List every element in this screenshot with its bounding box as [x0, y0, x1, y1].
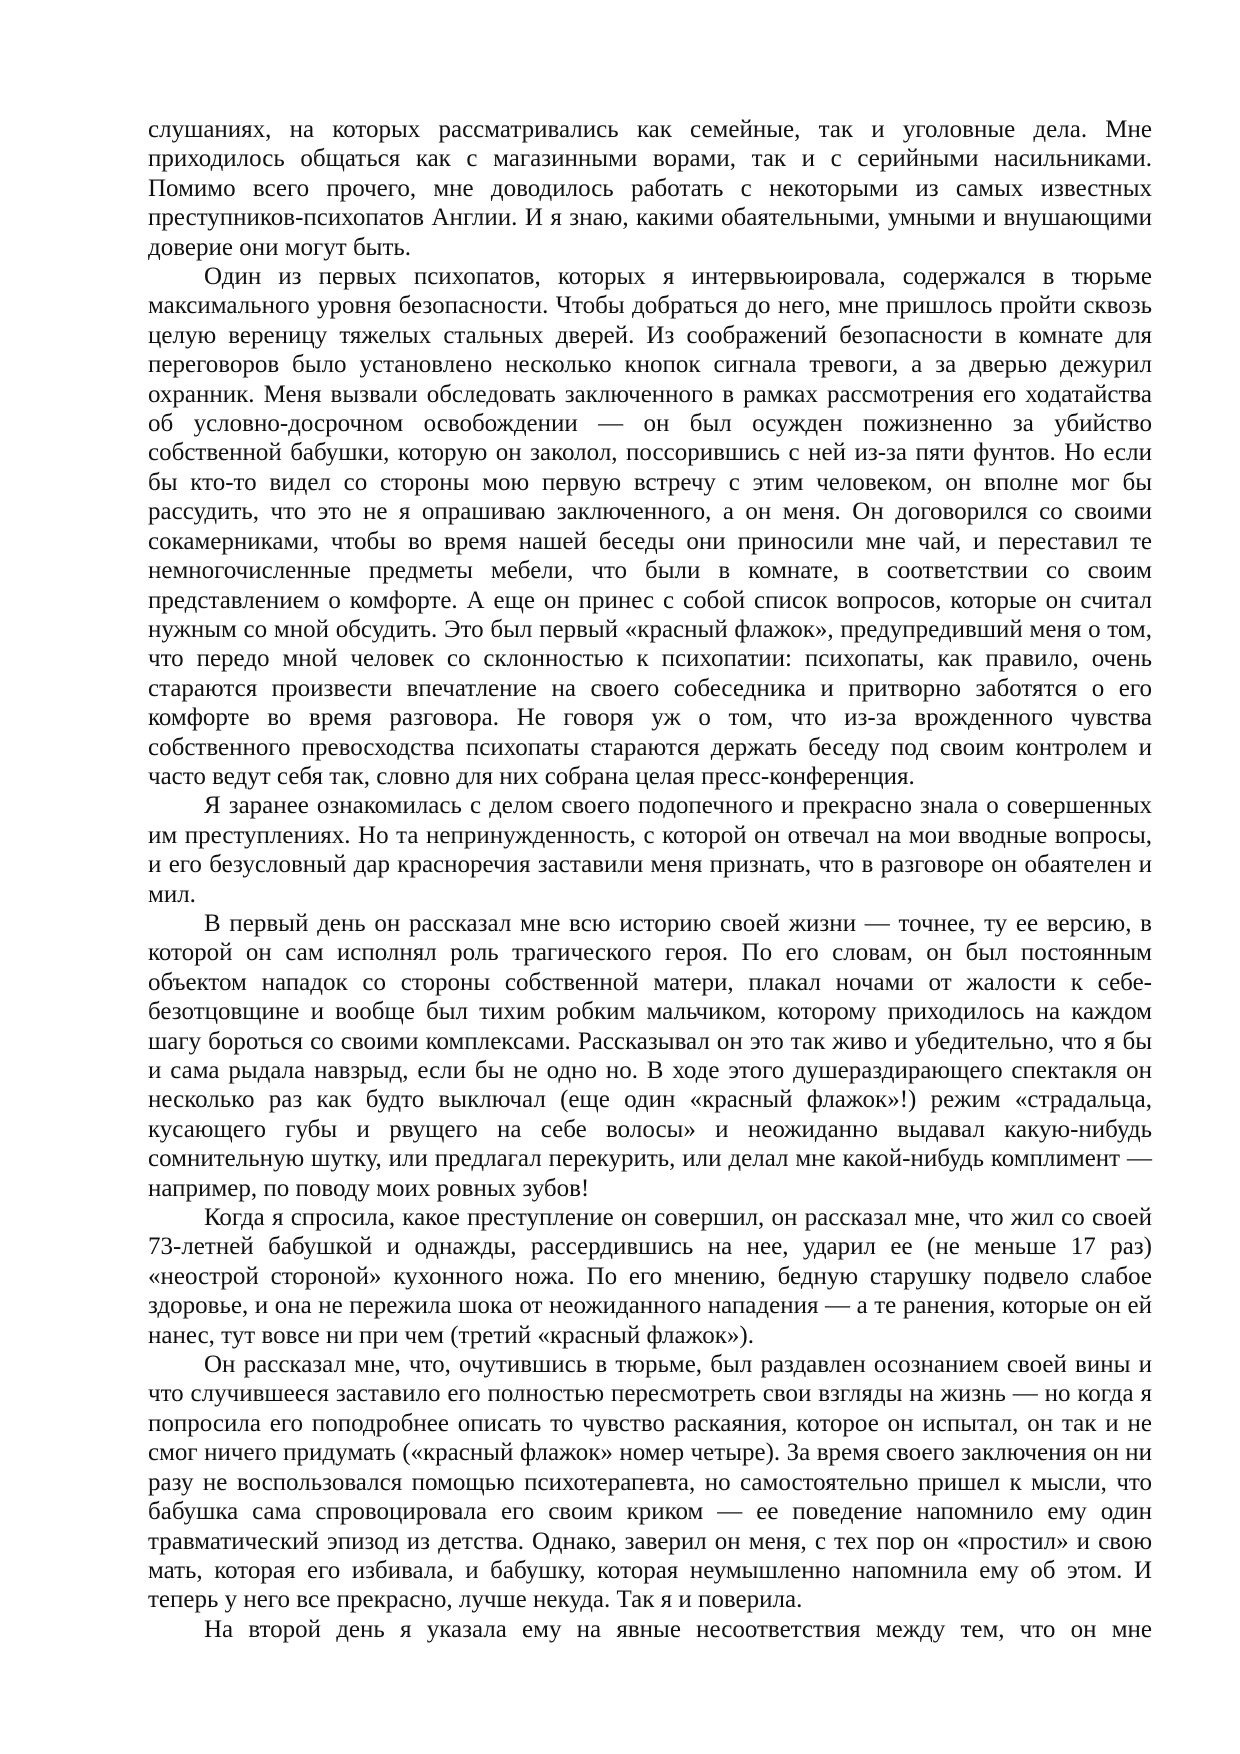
paragraph-6: Он рассказал мне, что, очутившись в тюрьме, был раздавлен осознанием своей вины и что случившееся заставило его полностью пересмотреть свои взгляды на жизнь — но когда я попросила его поподробнее описать то чувство раскаяния, которое он испытал, он так и не смог ничего придумать («красный флажок» номер четыре). За время своего заключения он ни разу не воспользовался помощью психотерапевта, но самостоятельно пришел к мысли, что бабушка сама спровоцировала его своим криком — ее поведение напомнило ему один травматический эпизод из детства. Однако, заверил он меня, с тех пор он «простил» и свою мать, которая его избивала, и бабушку, которая неумышленно напомнила ему об этом. И теперь у него все прекрасно, лучше некуда. Так я и поверила.: [148, 1351, 1152, 1614]
document-page: [148, 115, 1152, 1644]
paragraph-2: Один из первых психопатов, которых я интервьюировала, содержался в тюрьме максимального уровня безопасности. Чтобы добраться до него, мне пришлось пройти сквозь целую вереницу тяжелых стальных дверей. Из соображений безопасности в комнате для переговоров было установлено несколько кнопок сигнала тревоги, а за дверью дежурил охранник. Меня вызвали обследовать заключенного в рамках рассмотрения его ходатайства об условно-досрочном освобождении — он был осужден пожизненно за убийство собственной бабушки, которую он заколол, поссорившись с ней из-за пяти фунтов. Но если бы кто-то видел со стороны мою первую встречу с этим человеком, он вполне мог бы рассудить, что это не я опрашиваю заключенного, а он меня. Он договорился со своими сокамерниками, чтобы во время нашей беседы они приносили мне чай, и переставил те немногочисленные предметы мебели, что были в комнате, в соответствии со своим представлением о комфорте. А еще он принес с собой список вопросов, которые он считал нужным со мной обсудить. Это был первый «красный флажок», предупредивший меня о том, что передо мной человек со склонностью к психопатии: психопаты, как правило, очень стараются произвести впечатление на своего собеседника и притворно заботятся о его комфорте во время разговора. Не говоря уж о том, что из-за врожденного чувства собственного превосходства психопаты стараются держать беседу под своим контролем и часто ведут себя так, словно для них собрана целая пресс-конференция.: [148, 263, 1152, 790]
paragraph-3: Я заранее ознакомилась с делом своего подопечного и прекрасно знала о совершенных им преступлениях. Но та непринужденность, с которой он отвечал на мои вводные вопросы, и его безусловный дар красноречия заставили меня признать, что в разговоре он обаятелен и мил.: [148, 792, 1152, 908]
paragraph-1: слушаниях, на которых рассматривались как семейные, так и уголовные дела. Мне приходилось общаться как с магазинными ворами, так и с серийными насильниками. Помимо всего прочего, мне доводилось работать с некоторыми из самых известных преступников-психопатов Англии. И я знаю, какими обаятельными, умными и внушающими доверие они могут быть.: [148, 116, 1152, 261]
paragraph-5: Когда я спросила, какое преступление он совершил, он рассказал мне, что жил со своей 73-летней бабушкой и однажды, рассердившись на нее, ударил ее (не меньше 17 раз) «неострой стороной» кухонного ножа. По его мнению, бедную старушку подвело слабое здоровье, и она не пережила шока от неожиданного нападения — а те ранения, которые он ей нанес, тут вовсе ни при чем (третий «красный флажок»).: [148, 1204, 1152, 1349]
paragraph-4: В первый день он рассказал мне всю историю своей жизни — точнее, ту ее версию, в которой он сам исполнял роль трагического героя. По его словам, он был постоянным объектом нападок со стороны собственной матери, плакал ночами от жалости к себе-безотцовщине и вообще был тихим робким мальчиком, которому приходилось на каждом шагу бороться со своими комплексами. Рассказывал он это так живо и убедительно, что я бы и сама рыдала навзрыд, если бы не одно но. В ходе этого душераздирающего спектакля он несколько раз как будто выключал (еще один «красный флажок»!) режим «страдальца, кусающего губы и рвущего на себе волосы» и неожиданно выдавал какую-нибудь сомнительную шутку, или предлагал перекурить, или делал мне какой-нибудь комплимент — например, по поводу моих ровных зубов!: [148, 909, 1152, 1202]
paragraph-7-partial: На второй день я указала ему на явные несоответствия между тем, что он мне: [204, 1615, 1152, 1643]
